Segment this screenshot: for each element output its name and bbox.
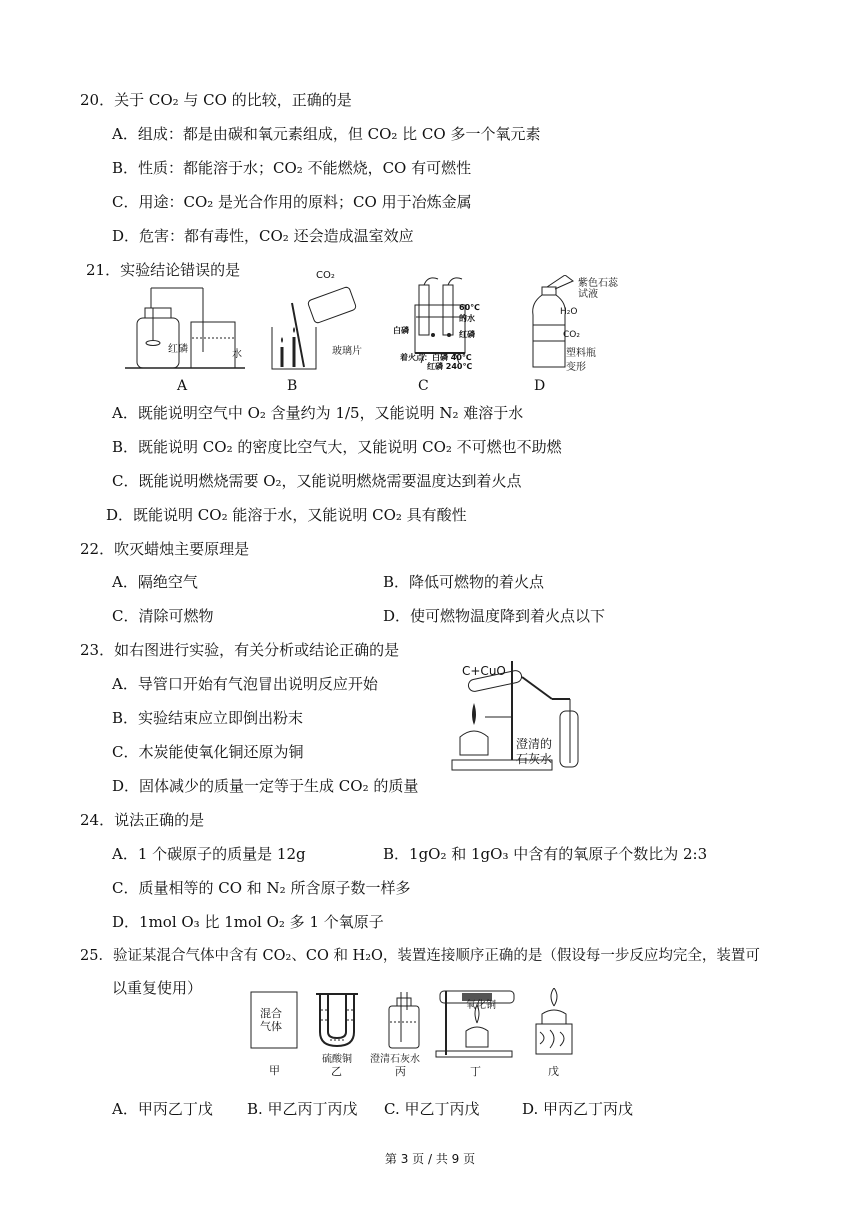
q25-stem-line-1: 25．验证某混合气体中含有 CO₂、CO 和 H₂O，装置连接顺序正确的是（假设每一步反应均完全，装置可 [80,948,760,964]
q23-reactants-label: C+CuO [462,664,506,678]
q21-option-d: D．既能说明 CO₂ 能溶于水，又能说明 CO₂ 具有酸性 [106,506,467,524]
q24-option-a: A．1 个碳原子的质量是 12g [112,845,306,863]
q25-label-jia: 甲 [269,1064,280,1077]
q21-fig-label-d: D [534,378,546,394]
q25-mix-label-2: 气体 [260,1020,282,1033]
page-footer: 第 3 页 / 共 9 页 [384,1152,476,1166]
q21-b-co2-label: CO₂ [316,270,335,281]
q21-c-white-p-label: 白磷 [393,326,409,335]
q21-d-co2-label: CO₂ [563,330,580,340]
q24-option-d: D．1mol O₃ 比 1mol O₂ 多 1 个氧原子 [112,913,384,931]
q25-cuso4-label: 硫酸铜 [322,1054,352,1065]
q25-figure-wu [532,988,577,1058]
q25-label-yi: 乙 [331,1065,342,1078]
q25-option-b: B. 甲乙丙丁丙戊 [247,1100,358,1118]
q21-c-water-label: 的水 [459,314,475,323]
q21-fig-label-a: A [177,378,188,394]
q21-d-deform-label: 变形 [566,362,586,373]
q20-option-d: D．危害：都有毒性，CO₂ 还会造成温室效应 [112,227,414,245]
q22-stem: 22．吹灭蜡烛主要原理是 [80,540,250,558]
q20-stem: 20．关于 CO₂ 与 CO 的比较，正确的是 [80,91,352,109]
q20-option-c: C．用途：CO₂ 是光合作用的原料；CO 用于冶炼金属 [112,193,472,211]
q21-c-red-p-label: 红磷 [459,330,475,339]
q22-option-b: B．降低可燃物的着火点 [383,573,545,591]
q25-mix-label: 混合 [260,1007,282,1020]
q21-option-a: A．既能说明空气中 O₂ 含量约为 1/5，又能说明 N₂ 难溶于水 [112,404,524,422]
q21-fig-label-b: B [287,378,298,394]
q21-a-red-phosphorus-label: 红磷 [168,344,188,355]
q21-d-h2o-label: H₂O [560,307,578,317]
q22-option-d: D．使可燃物温度降到着火点以下 [383,607,606,625]
q25-limewater-label: 澄清石灰水 [370,1054,420,1065]
q25-option-c: C. 甲乙丁丙戊 [384,1100,480,1118]
q21-option-b: B．既能说明 CO₂ 的密度比空气大，又能说明 CO₂ 不可燃也不助燃 [112,438,562,456]
q24-option-b: B．1gO₂ 和 1gO₃ 中含有的氧原子个数比为 2:3 [383,845,708,863]
q25-label-bing: 丙 [395,1065,406,1078]
q25-option-a: A．甲丙乙丁戊 [112,1100,213,1118]
q23-stem: 23．如右图进行实验，有关分析或结论正确的是 [80,641,400,659]
q21-a-water-label: 水 [232,349,242,360]
q22-option-a: A．隔绝空气 [112,573,198,591]
q23-option-c: C．木炭能使氧化铜还原为铜 [112,743,304,761]
q21-d-litmus-label: 紫色石蕊试液 [578,278,618,300]
q25-figure-bing [385,990,425,1050]
q21-c-ignition-label-2: 红磷 240℃ [427,362,473,371]
q25-label-ding: 丁 [470,1065,481,1078]
q21-c-ignition-label: 着火点：白磷 40℃ [400,353,472,362]
q25-cuo-label: 氧化铜 [466,1000,496,1011]
q22-option-c: C．清除可燃物 [112,607,214,625]
q23-limewater-label: 澄清的 [516,737,553,751]
q23-option-d: D．固体减少的质量一定等于生成 CO₂ 的质量 [112,777,419,795]
q21-fig-label-c: C [418,378,429,394]
q25-label-wu: 戊 [548,1065,559,1078]
q21-c-temp-label: 60℃ [459,303,480,312]
q20-option-b: B．性质：都能溶于水；CO₂ 不能燃烧，CO 有可燃性 [112,159,472,177]
q24-option-c: C．质量相等的 CO 和 N₂ 所含原子数一样多 [112,879,411,897]
q21-figure-a [125,280,245,375]
q21-d-bottle-label: 塑料瓶 [566,348,596,359]
q25-option-d: D. 甲丙乙丁丙戊 [522,1100,634,1118]
q25-stem-line-2: 以重复使用） [112,979,203,997]
q25-figure-yi [312,990,362,1050]
q20-option-a: A．组成：都是由碳和氧元素组成，但 CO₂ 比 CO 多一个氧元素 [112,125,541,143]
q21-stem: 21．实验结论错误的是 [86,261,241,279]
q23-option-b: B．实验结束应立即倒出粉末 [112,709,304,727]
q24-stem: 24．说法正确的是 [80,811,205,829]
q21-b-glass-label: 玻璃片 [332,346,362,357]
q23-option-a: A．导管口开始有气泡冒出说明反应开始 [112,675,378,693]
q21-option-c: C．既能说明燃烧需要 O₂，又能说明燃烧需要温度达到着火点 [112,472,522,490]
q21-figure-b [262,285,372,375]
q23-limewater-label-2: 石灰水 [516,752,553,766]
